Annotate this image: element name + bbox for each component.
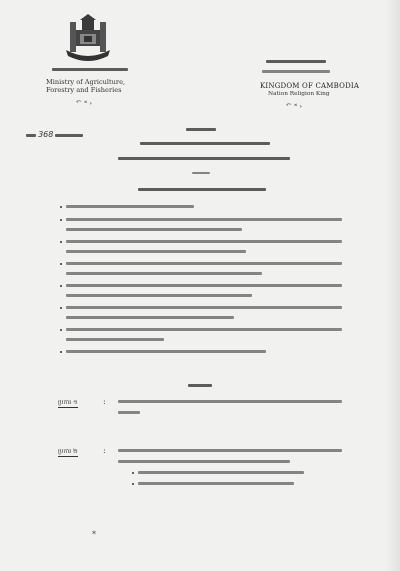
ministry-name-line-2: Forestry and Fisheries (46, 86, 122, 94)
article-2-bullet (132, 483, 134, 485)
decision-heading (188, 384, 212, 387)
citation-line (66, 228, 242, 231)
title-separator (192, 172, 210, 174)
article-2-text-line (118, 449, 342, 452)
left-header-separator: ᯞ ᯬ ᯮ (76, 98, 91, 105)
citation-line (66, 294, 252, 297)
citation-bullet (60, 206, 62, 208)
citation-line (66, 350, 266, 353)
ministry-name-khmer-line (52, 68, 128, 71)
subject-line-2 (118, 157, 290, 160)
citation-bullet (60, 351, 62, 353)
kingdom-name-english: KINGDOM OF CAMBODIA (260, 82, 360, 90)
citation-line (66, 272, 262, 275)
article-1-text-line (118, 400, 342, 403)
citation-bullet (60, 263, 62, 265)
citation-bullet (60, 329, 62, 331)
article-1-text-line (118, 411, 140, 414)
reference-line (26, 130, 83, 139)
article-2-bullet (132, 472, 134, 474)
citation-line (66, 338, 164, 341)
article-2-text-line (118, 460, 290, 463)
footer-asterisk: * (92, 530, 96, 539)
right-header-separator: ᯞ ᯬ ᯮ (286, 101, 301, 108)
citation-bullet (60, 219, 62, 221)
document-type-title (186, 128, 216, 131)
citation-line (66, 205, 194, 208)
article-1-colon: : (103, 397, 106, 406)
reference-suffix (55, 134, 83, 137)
citation-bullet (60, 285, 62, 287)
citation-line (66, 316, 234, 319)
article-1-label: ប្រការ ១ (58, 399, 78, 406)
citation-line (66, 262, 342, 265)
ministry-name-line-1: Ministry of Agriculture, (46, 78, 126, 86)
citation-line (66, 218, 342, 221)
citation-line (66, 306, 342, 309)
royal-emblem-icon (62, 14, 114, 64)
article-2-colon: : (103, 446, 106, 455)
citation-bullet (60, 307, 62, 309)
kingdom-khmer-line (266, 60, 326, 63)
nation-khmer-line (262, 70, 330, 73)
article-2-label: ប្រការ ២ (58, 448, 78, 455)
ministry-name-english (46, 78, 125, 94)
reference-prefix (26, 134, 36, 137)
citation-line (66, 250, 246, 253)
citation-bullet (60, 241, 62, 243)
reference-number: 368 (38, 130, 54, 139)
citation-line (66, 284, 342, 287)
scan-shadow-edge (386, 0, 400, 571)
citation-line (66, 240, 342, 243)
issuing-authority-line (138, 188, 266, 191)
citation-line (66, 328, 342, 331)
article-2-sub-item (138, 482, 294, 485)
subject-line-1 (140, 142, 270, 145)
nation-motto-english: Nation Religion King (268, 91, 330, 97)
article-2-sub-item (138, 471, 304, 474)
